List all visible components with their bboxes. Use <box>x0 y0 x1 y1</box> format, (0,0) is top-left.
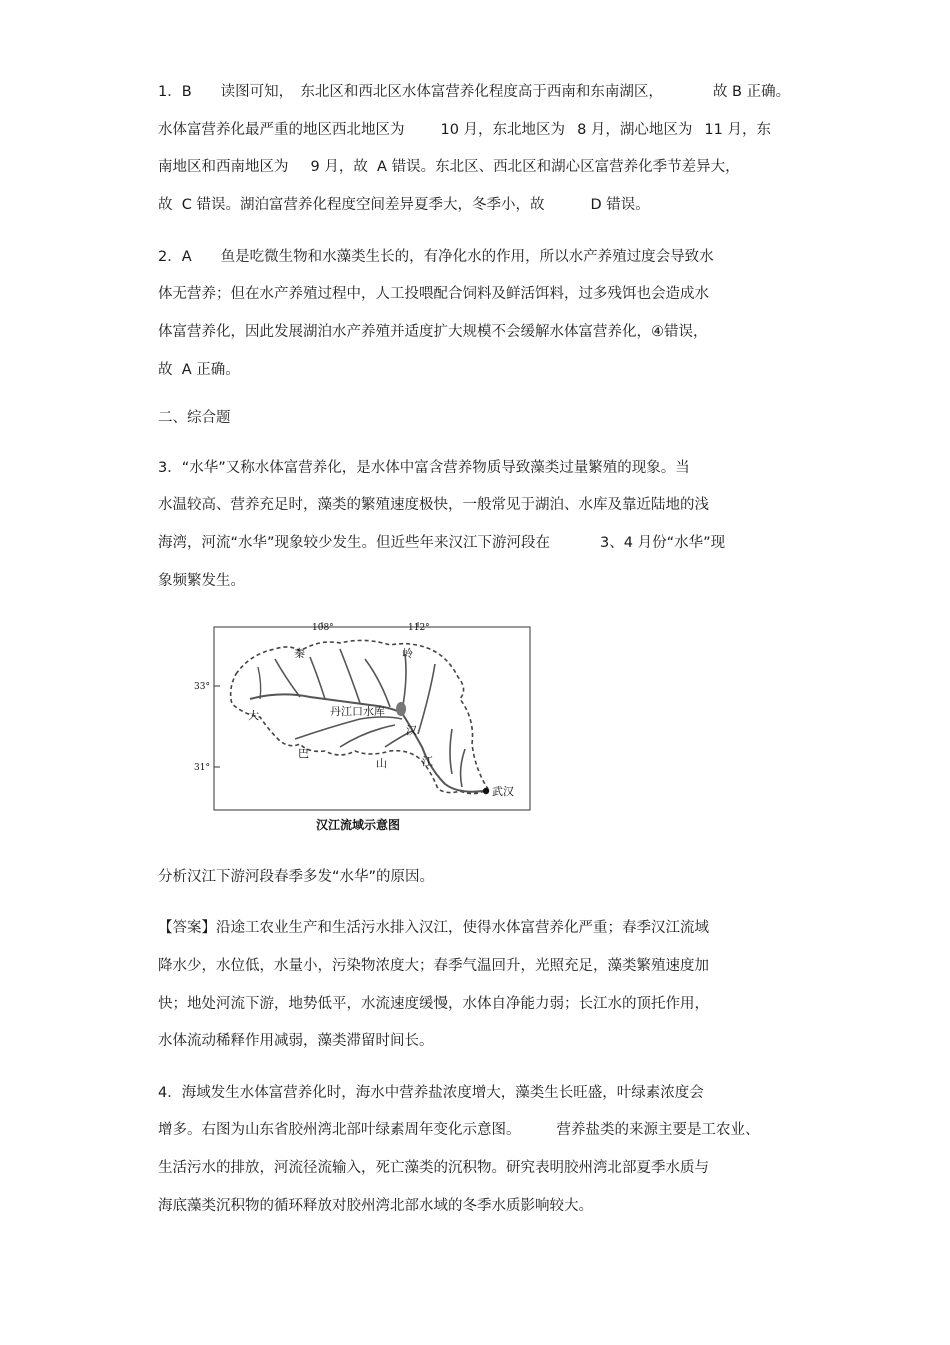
section-title: 二、综合题 <box>158 410 231 426</box>
answer-line-1: 【答案】沿途工农业生产和生活污水排入汉江，使得水体富营养化严重；春季汉江流域 <box>158 920 709 936</box>
lat-31-label: 31° <box>194 763 210 773</box>
q3-line-3: 海湾，河流“水华”现象较少发生。但近些年来汉江下游河段在 3、4 月份“水华”现 <box>158 535 726 551</box>
q4-line-1: 4．海域发生水体富营养化时，海水中营养盐浓度增大，藻类生长旺盛，叶绿素浓度会 <box>158 1085 704 1101</box>
q1-line-4: 故 C 错误。湖泊富营养化程度空间差异夏季大，冬季小，故 D 错误。 <box>158 197 650 213</box>
label-da: 大 <box>248 709 259 722</box>
label-shan: 山 <box>376 757 387 770</box>
q2-line-3: 体富营养化，因此发展湖泊水产养殖并适度扩大规模不会缓解水体富营养化，④错误， <box>158 324 708 340</box>
answer-line-3: 快；地处河流下游，地势低平，水流速度缓慢，水体自净能力弱；长江水的顶托作用， <box>158 996 709 1012</box>
q4-line-4: 海底藻类沉积物的循环释放对胶州湾北部水域的冬季水质影响较大。 <box>158 1198 593 1214</box>
label-ba: 巴 <box>298 747 309 760</box>
lon-108-label: 108° <box>312 623 334 633</box>
map-caption: 汉江流域示意图 <box>316 818 401 832</box>
q1-line-1: 1．B 读图可知， 东北区和西北区水体富营养化程度高于西南和东南湖区， 故 B 正确。 <box>158 84 791 100</box>
lon-112-label: 112° <box>408 623 430 633</box>
hanjiang-basin-map <box>190 619 532 833</box>
reservoir-shape <box>396 702 406 716</box>
label-ling: 岭 <box>402 647 413 660</box>
lat-33-label: 33° <box>194 682 210 692</box>
q2-line-2: 体无营养；但在水产养殖过程中，人工投喂配合饲料及鲜活饵料，过多残饵也会造成水 <box>158 286 709 302</box>
answer-line-4: 水体流动稀释作用减弱，藻类滞留时间长。 <box>158 1033 434 1049</box>
q3-line-4: 象频繁发生。 <box>158 573 245 589</box>
q3-line-1: 3．“水华”又称水体富营养化，是水体中富含营养物质导致藻类过量繁殖的现象。当 <box>158 460 690 476</box>
q1-line-3: 南地区和西南地区为 9 月，故 A 错误。东北区、西北区和湖心区富营养化季节差异大， <box>158 159 740 175</box>
wuhan-point <box>483 788 489 794</box>
label-qin: 秦 <box>294 647 305 660</box>
q4-line-2: 增多。右图为山东省胶州湾北部叶绿素周年变化示意图。 营养盐类的来源主要是工农业、 <box>158 1122 760 1138</box>
q3-question: 分析汉江下游河段春季多发“水华”的原因。 <box>158 869 435 885</box>
reservoir-label: 丹江口水库 <box>330 705 385 718</box>
q2-line-1: 2．A 鱼是吃微生物和水藻类生长的，有净化水的作用，所以水产养殖过度会导致水 <box>158 249 714 265</box>
q2-line-4: 故 A 正确。 <box>158 362 240 378</box>
wuhan-label: 武汉 <box>492 785 514 798</box>
q3-line-2: 水温较高、营养充足时，藻类的繁殖速度极快，一般常见于湖泊、水库及靠近陆地的浅 <box>158 497 709 513</box>
answer-line-2: 降水少，水位低，水量小，污染物浓度大；春季气温回升，光照充足，藻类繁殖速度加 <box>158 958 709 974</box>
label-jiang: 江 <box>422 755 433 768</box>
q1-line-2: 水体富营养化最严重的地区西北地区为 10 月，东北地区为 8 月，湖心地区为 11 月，东 <box>158 122 771 138</box>
q4-line-3: 生活污水的排放，河流径流输入，死亡藻类的沉积物。研究表明胶州湾北部夏季水质与 <box>158 1160 709 1176</box>
label-han: 汉 <box>406 724 417 737</box>
